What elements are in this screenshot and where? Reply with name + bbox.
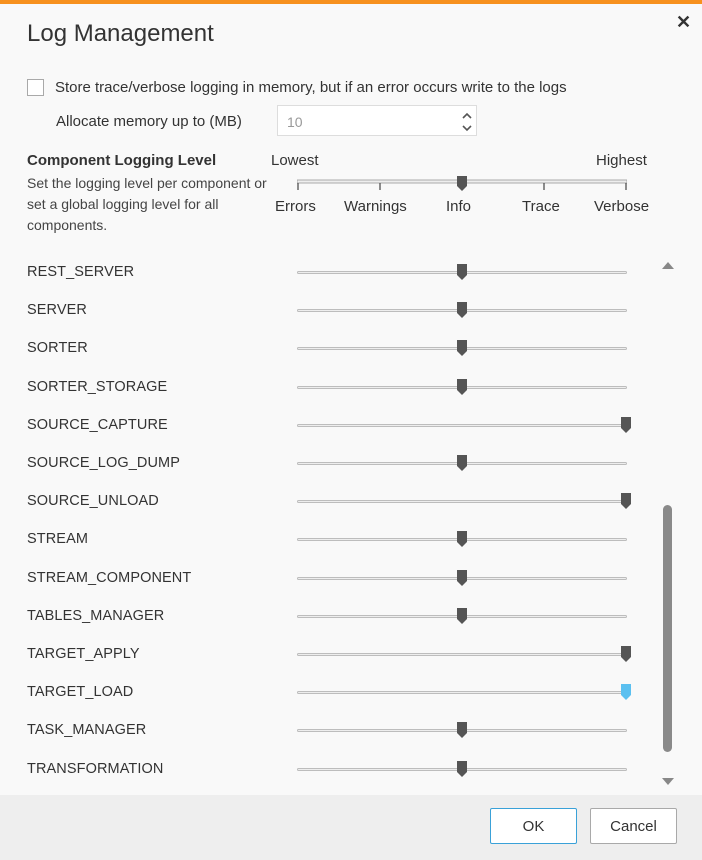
allocate-memory-value: 10 [287, 114, 303, 130]
component-level-thumb[interactable] [620, 417, 632, 433]
component-level-slider[interactable] [297, 424, 627, 427]
component-level-thumb[interactable] [456, 455, 468, 471]
component-name: TRANSFORMATION [27, 760, 164, 777]
component-level-thumb[interactable] [456, 761, 468, 777]
spinner-arrows-icon[interactable] [462, 111, 472, 133]
component-level-thumb[interactable] [456, 302, 468, 318]
global-level-slider[interactable] [297, 176, 627, 194]
component-row [0, 483, 660, 521]
component-level-slider[interactable] [297, 500, 627, 503]
component-name: SORTER [27, 340, 88, 357]
component-level-thumb[interactable] [456, 379, 468, 395]
component-row [0, 292, 660, 330]
dialog-footer [0, 795, 702, 860]
component-level-thumb[interactable] [456, 531, 468, 547]
component-row [0, 369, 660, 407]
ok-button[interactable]: OK [490, 808, 577, 844]
component-level-title: Component Logging Level [27, 152, 217, 169]
component-name: REST_SERVER [27, 264, 135, 280]
component-name: TABLES_MANAGER [27, 607, 165, 624]
component-level-thumb[interactable] [620, 646, 632, 662]
component-row [0, 674, 660, 712]
component-row [0, 254, 660, 292]
accent-bar [0, 0, 702, 4]
component-row [0, 445, 660, 483]
level-label-verbose: Verbose [594, 198, 650, 215]
component-list[interactable] [0, 254, 660, 794]
component-level-thumb[interactable] [456, 570, 468, 586]
level-label-info: Info [446, 198, 472, 215]
dialog-title: Log Management [27, 20, 214, 47]
allocate-memory-input[interactable] [277, 105, 477, 136]
scroll-down-icon[interactable] [661, 775, 675, 793]
component-name: TASK_MANAGER [27, 722, 147, 739]
component-level-thumb[interactable] [620, 684, 632, 700]
component-name: SOURCE_CAPTURE [27, 416, 168, 433]
component-level-description: Set the logging level per component or set a global logging level for all components. [27, 175, 267, 233]
component-level-thumb[interactable] [456, 722, 468, 738]
component-row [0, 636, 660, 674]
highest-label: Highest [596, 152, 647, 169]
component-row [0, 407, 660, 445]
store-in-memory-option[interactable] [27, 77, 567, 97]
level-label-warnings: Warnings [344, 198, 407, 215]
component-name: STREAM [27, 531, 89, 548]
allocate-memory-label: Allocate memory up to (MB) [56, 113, 242, 130]
component-name: TARGET_APPLY [27, 646, 140, 662]
component-level-thumb[interactable] [456, 264, 468, 280]
component-name: TARGET_LOAD [27, 684, 134, 701]
component-row [0, 521, 660, 559]
component-name: SOURCE_LOG_DUMP [27, 455, 180, 471]
component-level-slider[interactable] [297, 691, 627, 694]
store-in-memory-checkbox[interactable] [27, 79, 44, 96]
component-level-slider[interactable] [297, 653, 627, 656]
scroll-up-icon[interactable] [661, 258, 675, 276]
component-row [0, 560, 660, 598]
component-name: STREAM_COMPONENT [27, 569, 192, 586]
component-row [0, 712, 660, 750]
level-label-errors: Errors [275, 198, 316, 215]
level-label-trace: Trace [522, 198, 560, 215]
component-name: SERVER [27, 302, 87, 319]
component-name: SOURCE_UNLOAD [27, 493, 159, 510]
close-icon[interactable]: ✕ [676, 12, 692, 32]
store-in-memory-label: Store trace/verbose logging in memory, but if an error occurs write to the logs [55, 78, 567, 96]
lowest-label: Lowest [271, 152, 319, 169]
global-level-thumb [457, 176, 467, 191]
component-row [0, 598, 660, 636]
cancel-button[interactable]: Cancel [590, 808, 677, 844]
scrollbar-thumb[interactable] [663, 505, 672, 752]
component-name: SORTER_STORAGE [27, 378, 168, 395]
level-labels [0, 198, 702, 218]
component-row [0, 330, 660, 368]
component-row [0, 751, 660, 789]
component-level-thumb[interactable] [456, 340, 468, 356]
component-level-thumb[interactable] [620, 493, 632, 509]
component-level-thumb[interactable] [456, 608, 468, 624]
